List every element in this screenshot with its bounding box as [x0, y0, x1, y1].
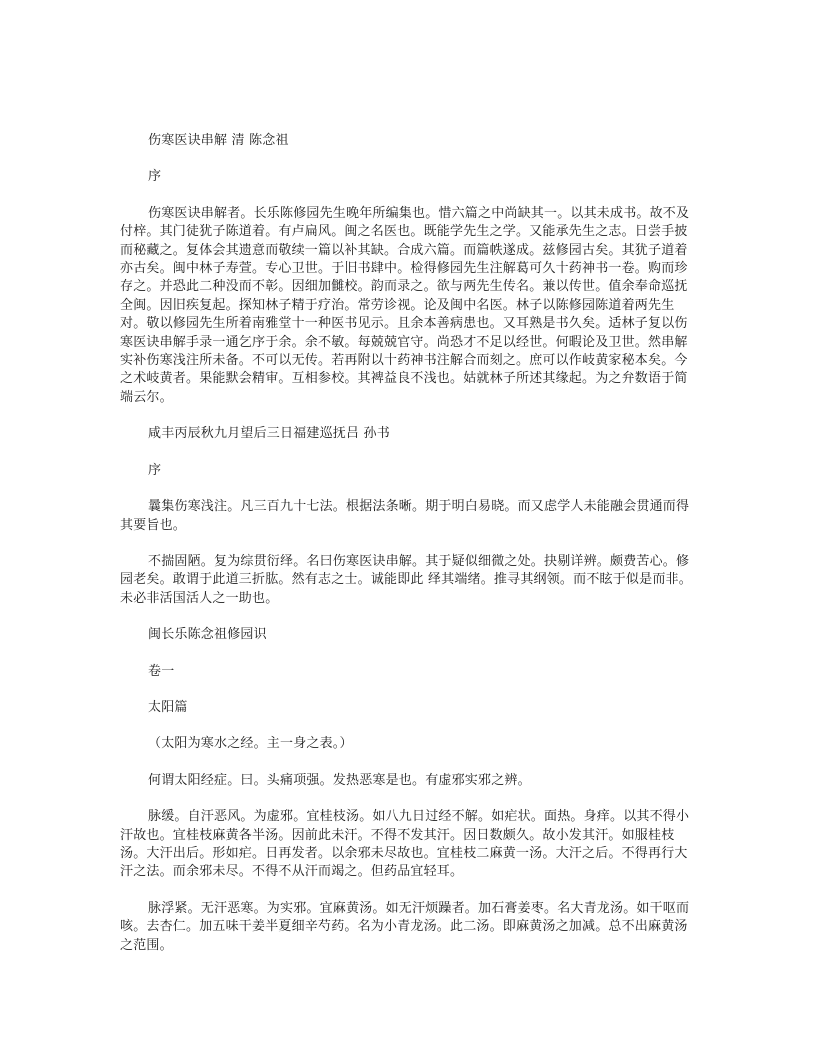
preface-signature-2: 闽长乐陈念祖修园识: [148, 627, 267, 643]
document-title: 伤寒医诀串解 清 陈念祖: [148, 133, 289, 148]
chapter-heading: 太阳篇: [148, 699, 188, 715]
document-page: [120, 132, 698, 955]
chapter-note: （太阳为寒水之经。主一身之表。）: [148, 736, 353, 752]
preface-paragraph: 不揣固陋。复为综贯衍绎。名曰伤寒医诀串解。其于疑似细微之处。抉剔详辨。颇费苦心。修园老矣。敢谓于此道三折肱。然有志之士。诚能即此 绎其端绪。推寻其纲领。而不眩于似是而非。未必非活国活人之一助也。: [120, 553, 692, 606]
preface-heading-2: 序: [148, 462, 162, 478]
preface-signature: 咸丰丙辰秋九月望后三日福建巡抚吕 孙书: [148, 426, 390, 442]
body-paragraph: 脉浮紧。无汗恶寒。为实邪。宜麻黄汤。如无汗烦躁者。加石膏姜枣。名大青龙汤。如干呕而咳。去杏仁。加五味干姜半夏细辛芍药。名为小青龙汤。此二汤。即麻黄汤之加减。总不出麻黄汤之范围。: [120, 900, 690, 953]
preface-paragraph: 曩集伤寒浅注。凡三百九十七法。根据法条晰。期于明白易晓。而又虑学人未能融会贯通而得其要旨也。: [120, 499, 690, 533]
preface-body: 伤寒医诀串解者。长乐陈修园先生晚年所编集也。惜六篇之中尚缺其一。以其未成书。故不及付梓。其门徒犹子陈道着。有卢扁风。闽之名医也。既能学先生之学。又能承先生之志。日尝手披而秘藏之。复体会其遗意而敬续一篇以补其缺。合成六篇。而篇帙遂成。兹修园古矣。其犹子道着亦古矣。闽中林子寿萱。专心卫世。于旧书肆中。检得修园先生注解葛可久十药神书一卷。购而珍存之。并恐此二种没而不彰。因细加雠校。韵而录之。欲与两先生传名。兼以传世。值余奉命巡抚全闽。因旧疾复起。探知林子精于疗治。常劳诊视。论及闽中名医。林子以陈修园陈道着两先生对。敬以修园先生所着南雅堂十一种医书见示。且余本善病患也。又耳熟是书久矣。适林子复以伤寒医诀串解手录一通乞序于余。余不敏。每兢兢官守。尚恐才不足以经世。何暇论及卫世。然串解实补伤寒浅注所未备。不可以无传。若再附以十药神书注解合而刻之。庶可以作岐黄家秘本矣。今之术岐黄者。果能默会精审。互相参校。其裨益良不浅也。姑就林子所述其缘起。为之弁数语于简端云尔。: [120, 205, 690, 405]
body-paragraph: 脉缓。自汗恶风。为虚邪。宜桂枝汤。如八九日过经不解。如疟状。面热。身痒。以其不得小汗故也。宜桂枝麻黄各半汤。因前此未汗。不得不发其汗。因日数颇久。故小发其汗。如服桂枝汤。大汗出后。形如疟。日再发者。以余邪未尽故也。宜桂枝二麻黄一汤。大汗之后。不得再行大汗之法。而余邪未尽。不得不从汗而竭之。但药品宜轻耳。: [120, 809, 690, 880]
preface-heading: 序: [148, 169, 162, 185]
volume-heading: 卷一: [148, 663, 175, 679]
body-paragraph: 何谓太阳经症。曰。头痛项强。发热恶寒是也。有虚邪实邪之辨。: [148, 772, 531, 788]
